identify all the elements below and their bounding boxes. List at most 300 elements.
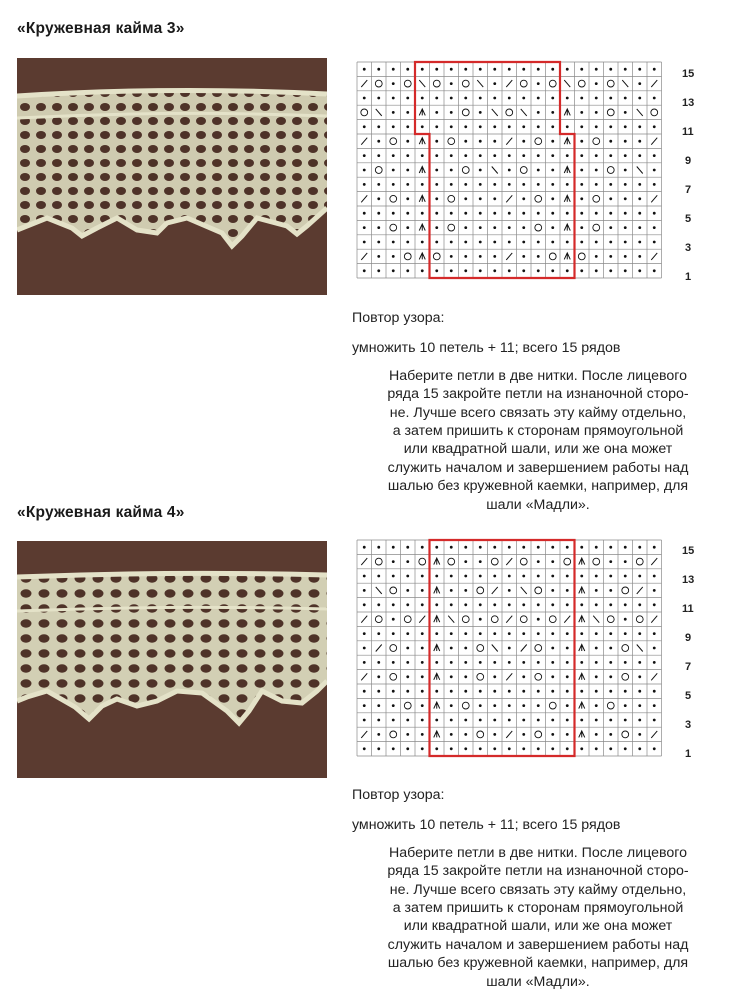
yarn-over-symbol (651, 109, 658, 116)
knit-dot (653, 690, 656, 693)
knit-dot (595, 183, 598, 186)
chart-grid (357, 62, 727, 292)
knit-dot (464, 675, 467, 678)
knit-dot (537, 183, 540, 186)
k2tog-symbol (651, 616, 657, 623)
knit-dot (580, 197, 583, 200)
knit-dot (566, 269, 569, 272)
knit-dot (450, 68, 453, 71)
yarn-over-symbol (404, 702, 411, 709)
knit-dot (638, 97, 641, 100)
knit-dot (566, 733, 569, 736)
yarn-over-symbol (636, 558, 643, 565)
knit-dot (653, 68, 656, 71)
knit-dot (638, 546, 641, 549)
knit-dot (624, 618, 627, 621)
knit-dot (638, 226, 641, 229)
knit-dot (363, 68, 366, 71)
knit-dot (479, 704, 482, 707)
knit-dot (377, 632, 380, 635)
knit-dot (479, 560, 482, 563)
knit-dot (363, 661, 366, 664)
knit-dot (450, 241, 453, 244)
knit-dot (435, 241, 438, 244)
knit-dot (406, 647, 409, 650)
knit-dot (522, 255, 525, 258)
knit-dot (450, 704, 453, 707)
knit-dot (493, 747, 496, 750)
knit-dot (363, 632, 366, 635)
repeat-heading: Повтор узора: (352, 787, 445, 803)
knit-dot (624, 560, 627, 563)
knit-dot (624, 747, 627, 750)
knit-dot (421, 632, 424, 635)
knit-dot (551, 68, 554, 71)
instruction-line: Наберите петли в две нитки. После лицевого (388, 844, 688, 861)
knit-dot (435, 747, 438, 750)
knit-dot (638, 212, 641, 215)
knit-dot (406, 747, 409, 750)
knit-dot (551, 647, 554, 650)
knit-dot (392, 68, 395, 71)
yarn-over-symbol (448, 195, 455, 202)
row-label: 13 (682, 574, 695, 586)
knit-dot (566, 183, 569, 186)
knit-dot (479, 241, 482, 244)
yarn-over-symbol (520, 80, 527, 87)
knit-dot (624, 169, 627, 172)
decrease-symbol (434, 645, 440, 652)
knit-dot (450, 661, 453, 664)
yarn-over-symbol (535, 224, 542, 231)
knit-dot (624, 197, 627, 200)
knit-dot (537, 661, 540, 664)
knit-dot (595, 169, 598, 172)
knit-dot (595, 68, 598, 71)
knit-dot (493, 125, 496, 128)
knit-dot (421, 690, 424, 693)
knit-dot (653, 269, 656, 272)
knit-dot (450, 546, 453, 549)
knit-dot (551, 111, 554, 114)
knit-dot (566, 690, 569, 693)
knit-dot (566, 647, 569, 650)
knit-dot (435, 125, 438, 128)
knit-dot (537, 154, 540, 157)
knit-dot (551, 733, 554, 736)
knit-dot (493, 97, 496, 100)
chart-grid (357, 540, 727, 770)
knit-dot (406, 546, 409, 549)
yarn-over-symbol (477, 587, 484, 594)
knit-dot (377, 269, 380, 272)
knit-dot (566, 704, 569, 707)
knit-dot (479, 719, 482, 722)
decrease-symbol (579, 645, 585, 652)
knit-dot (653, 546, 656, 549)
knit-dot (377, 226, 380, 229)
knit-dot (479, 125, 482, 128)
knit-dot (551, 197, 554, 200)
knit-dot (377, 183, 380, 186)
repeat-formula: умножить 10 петель + 11; всего 15 рядов (352, 817, 621, 834)
knit-dot (363, 226, 366, 229)
knit-dot (551, 719, 554, 722)
decrease-symbol (564, 109, 570, 116)
k2tog-symbol (419, 616, 425, 623)
section-title-lace-4: «Кружевная кайма 4» (17, 504, 185, 521)
knit-dot (406, 154, 409, 157)
knit-dot (479, 226, 482, 229)
knit-dot (522, 212, 525, 215)
knit-dot (406, 269, 409, 272)
knit-dot (609, 560, 612, 563)
repeat-heading: Повтор узора: (352, 310, 445, 326)
knit-dot (508, 183, 511, 186)
k2tog-symbol (492, 587, 498, 594)
knit-dot (435, 97, 438, 100)
yarn-over-symbol (593, 224, 600, 231)
yarn-over-symbol (477, 731, 484, 738)
decrease-symbol (419, 109, 425, 116)
k2tog-symbol (506, 616, 512, 623)
knit-dot (537, 212, 540, 215)
yarn-over-symbol (607, 109, 614, 116)
knit-dot (580, 140, 583, 143)
knit-dot (638, 661, 641, 664)
yarn-over-symbol (390, 731, 397, 738)
knit-dot (464, 154, 467, 157)
knit-dot (522, 546, 525, 549)
decrease-symbol (579, 587, 585, 594)
knit-dot (566, 154, 569, 157)
knit-dot (479, 747, 482, 750)
k2tog-symbol (506, 673, 512, 680)
knit-dot (653, 183, 656, 186)
yarn-over-symbol (477, 673, 484, 680)
knit-dot (493, 241, 496, 244)
knit-dot (609, 690, 612, 693)
knit-dot (537, 97, 540, 100)
decrease-symbol (579, 616, 585, 623)
knit-dot (522, 632, 525, 635)
k2tog-symbol (506, 558, 512, 565)
knit-dot (493, 269, 496, 272)
knit-dot (392, 241, 395, 244)
knit-dot (624, 183, 627, 186)
knitting-chart-4 (357, 540, 727, 770)
k2tog-symbol (506, 731, 512, 738)
knit-dot (464, 560, 467, 563)
knit-dot (479, 111, 482, 114)
knit-dot (653, 603, 656, 606)
knit-dot (537, 719, 540, 722)
yarn-over-symbol (607, 80, 614, 87)
knit-dot (537, 603, 540, 606)
yarn-over-symbol (622, 587, 629, 594)
pattern-info-3 (352, 309, 724, 514)
knit-dot (421, 589, 424, 592)
knit-dot (508, 68, 511, 71)
ssk-symbol (637, 645, 643, 652)
knit-dot (522, 704, 525, 707)
knit-dot (653, 226, 656, 229)
yarn-over-symbol (404, 80, 411, 87)
knit-dot (653, 719, 656, 722)
yarn-over-symbol (549, 253, 556, 260)
knit-dot (624, 690, 627, 693)
knit-dot (537, 82, 540, 85)
yarn-over-symbol (535, 645, 542, 652)
knit-dot (363, 241, 366, 244)
decrease-symbol (579, 702, 585, 709)
yarn-over-symbol (390, 195, 397, 202)
knit-dot (609, 675, 612, 678)
yarn-over-symbol (477, 645, 484, 652)
knit-dot (508, 603, 511, 606)
knit-dot (479, 546, 482, 549)
yarn-over-symbol (636, 616, 643, 623)
knit-dot (566, 97, 569, 100)
knit-dot (595, 82, 598, 85)
knit-dot (566, 125, 569, 128)
knit-dot (595, 675, 598, 678)
knit-dot (566, 575, 569, 578)
knit-dot (638, 68, 641, 71)
knit-dot (392, 111, 395, 114)
knit-dot (566, 68, 569, 71)
knit-dot (464, 719, 467, 722)
knit-dot (580, 226, 583, 229)
instruction-line: не. Лучше всего связать эту кайму отдельно, (389, 881, 687, 898)
knit-dot (638, 154, 641, 157)
knit-dot (595, 661, 598, 664)
section-title-lace-3: «Кружевная кайма 3» (17, 20, 185, 37)
knit-dot (363, 169, 366, 172)
knit-dot (406, 675, 409, 678)
knit-dot (363, 183, 366, 186)
knit-dot (580, 747, 583, 750)
pattern-info-4 (352, 786, 724, 991)
knit-dot (638, 125, 641, 128)
knit-dot (537, 747, 540, 750)
knit-dot (522, 154, 525, 157)
knit-dot (624, 154, 627, 157)
instruction-line: Наберите петли в две нитки. После лицевого (388, 367, 688, 384)
knit-dot (566, 212, 569, 215)
knit-dot (464, 255, 467, 258)
knit-dot (508, 661, 511, 664)
knit-dot (406, 183, 409, 186)
ssk-symbol (492, 109, 498, 116)
knit-dot (537, 632, 540, 635)
knit-dot (421, 719, 424, 722)
knitting-chart-3 (357, 62, 727, 292)
knit-dot (406, 560, 409, 563)
knit-dot (377, 675, 380, 678)
decrease-symbol (434, 731, 440, 738)
knit-dot (551, 125, 554, 128)
decrease-symbol (564, 253, 570, 260)
knit-dot (566, 603, 569, 606)
knit-dot (551, 675, 554, 678)
knit-dot (580, 575, 583, 578)
knit-dot (464, 226, 467, 229)
knit-dot (464, 647, 467, 650)
knit-dot (363, 690, 366, 693)
knit-dot (609, 183, 612, 186)
knit-dot (363, 546, 366, 549)
knit-dot (363, 154, 366, 157)
knit-dot (522, 241, 525, 244)
knit-dot (479, 618, 482, 621)
knit-dot (450, 603, 453, 606)
knit-dot (624, 603, 627, 606)
knit-dot (508, 632, 511, 635)
knit-dot (493, 68, 496, 71)
decrease-symbol (579, 558, 585, 565)
yarn-over-symbol (578, 80, 585, 87)
knit-dot (508, 169, 511, 172)
knit-dot (580, 690, 583, 693)
knit-dot (522, 269, 525, 272)
knit-dot (638, 575, 641, 578)
knit-dot (406, 97, 409, 100)
knit-dot (421, 68, 424, 71)
knit-dot (609, 226, 612, 229)
ssk-symbol (637, 109, 643, 116)
knit-dot (479, 575, 482, 578)
knit-dot (609, 632, 612, 635)
knit-dot (377, 661, 380, 664)
yarn-over-symbol (404, 253, 411, 260)
knit-dot (406, 125, 409, 128)
knit-dot (595, 704, 598, 707)
knit-dot (609, 589, 612, 592)
knit-dot (406, 226, 409, 229)
yarn-over-symbol (462, 616, 469, 623)
knit-dot (638, 183, 641, 186)
knit-dot (522, 733, 525, 736)
knit-dot (580, 241, 583, 244)
knit-dot (609, 241, 612, 244)
k2tog-symbol (651, 731, 657, 738)
knit-dot (638, 255, 641, 258)
knit-dot (435, 575, 438, 578)
knit-dot (406, 68, 409, 71)
knit-dot (551, 560, 554, 563)
knit-dot (580, 169, 583, 172)
k2tog-symbol (651, 80, 657, 87)
repeat-formula: умножить 10 петель + 11; всего 15 рядов (352, 340, 621, 357)
yarn-over-symbol (433, 253, 440, 260)
knit-dot (624, 719, 627, 722)
knit-dot (493, 575, 496, 578)
knit-dot (580, 183, 583, 186)
knit-dot (406, 111, 409, 114)
knit-dot (522, 747, 525, 750)
yarn-over-symbol (361, 109, 368, 116)
knit-dot (406, 733, 409, 736)
knit-dot (450, 733, 453, 736)
decrease-symbol (564, 167, 570, 174)
knit-dot (392, 575, 395, 578)
knit-dot (653, 632, 656, 635)
knit-dot (653, 704, 656, 707)
knit-dot (537, 575, 540, 578)
instruction-line: а затем пришить к сторонам прямоугольной (392, 900, 684, 917)
knit-dot (479, 154, 482, 157)
knit-dot (653, 647, 656, 650)
knit-dot (551, 241, 554, 244)
knit-dot (638, 747, 641, 750)
knit-dot (392, 82, 395, 85)
knit-dot (479, 140, 482, 143)
knit-dot (421, 241, 424, 244)
knit-dot (537, 68, 540, 71)
yarn-over-symbol (390, 645, 397, 652)
yarn-over-symbol (375, 616, 382, 623)
knit-dot (624, 269, 627, 272)
knit-dot (595, 125, 598, 128)
knit-dot (479, 603, 482, 606)
knit-dot (638, 733, 641, 736)
knit-dot (609, 154, 612, 157)
knit-dot (421, 647, 424, 650)
knit-dot (464, 68, 467, 71)
knit-dot (493, 719, 496, 722)
knit-dot (580, 111, 583, 114)
knit-dot (406, 197, 409, 200)
knit-dot (609, 68, 612, 71)
knit-dot (566, 719, 569, 722)
yarn-over-symbol (607, 616, 614, 623)
knit-dot (464, 212, 467, 215)
knit-dot (450, 647, 453, 650)
knit-dot (522, 68, 525, 71)
knit-dot (551, 661, 554, 664)
knit-dot (609, 212, 612, 215)
knit-dot (609, 97, 612, 100)
knit-dot (406, 603, 409, 606)
knit-dot (508, 647, 511, 650)
knit-dot (435, 169, 438, 172)
decrease-symbol (419, 138, 425, 145)
knit-dot (566, 546, 569, 549)
decrease-symbol (564, 195, 570, 202)
knit-dot (464, 140, 467, 143)
knit-dot (435, 269, 438, 272)
knit-dot (464, 183, 467, 186)
knit-dot (392, 704, 395, 707)
knit-dot (392, 169, 395, 172)
ssk-symbol (521, 109, 527, 116)
knit-dot (653, 169, 656, 172)
knit-dot (609, 197, 612, 200)
yarn-over-symbol (520, 616, 527, 623)
knit-dot (580, 661, 583, 664)
knit-dot (479, 97, 482, 100)
row-label: 1 (685, 748, 692, 760)
knit-dot (464, 603, 467, 606)
knit-dot (595, 546, 598, 549)
knit-dot (508, 269, 511, 272)
decrease-symbol (419, 224, 425, 231)
knit-dot (522, 719, 525, 722)
knit-dot (595, 719, 598, 722)
knit-dot (406, 169, 409, 172)
knit-dot (624, 255, 627, 258)
